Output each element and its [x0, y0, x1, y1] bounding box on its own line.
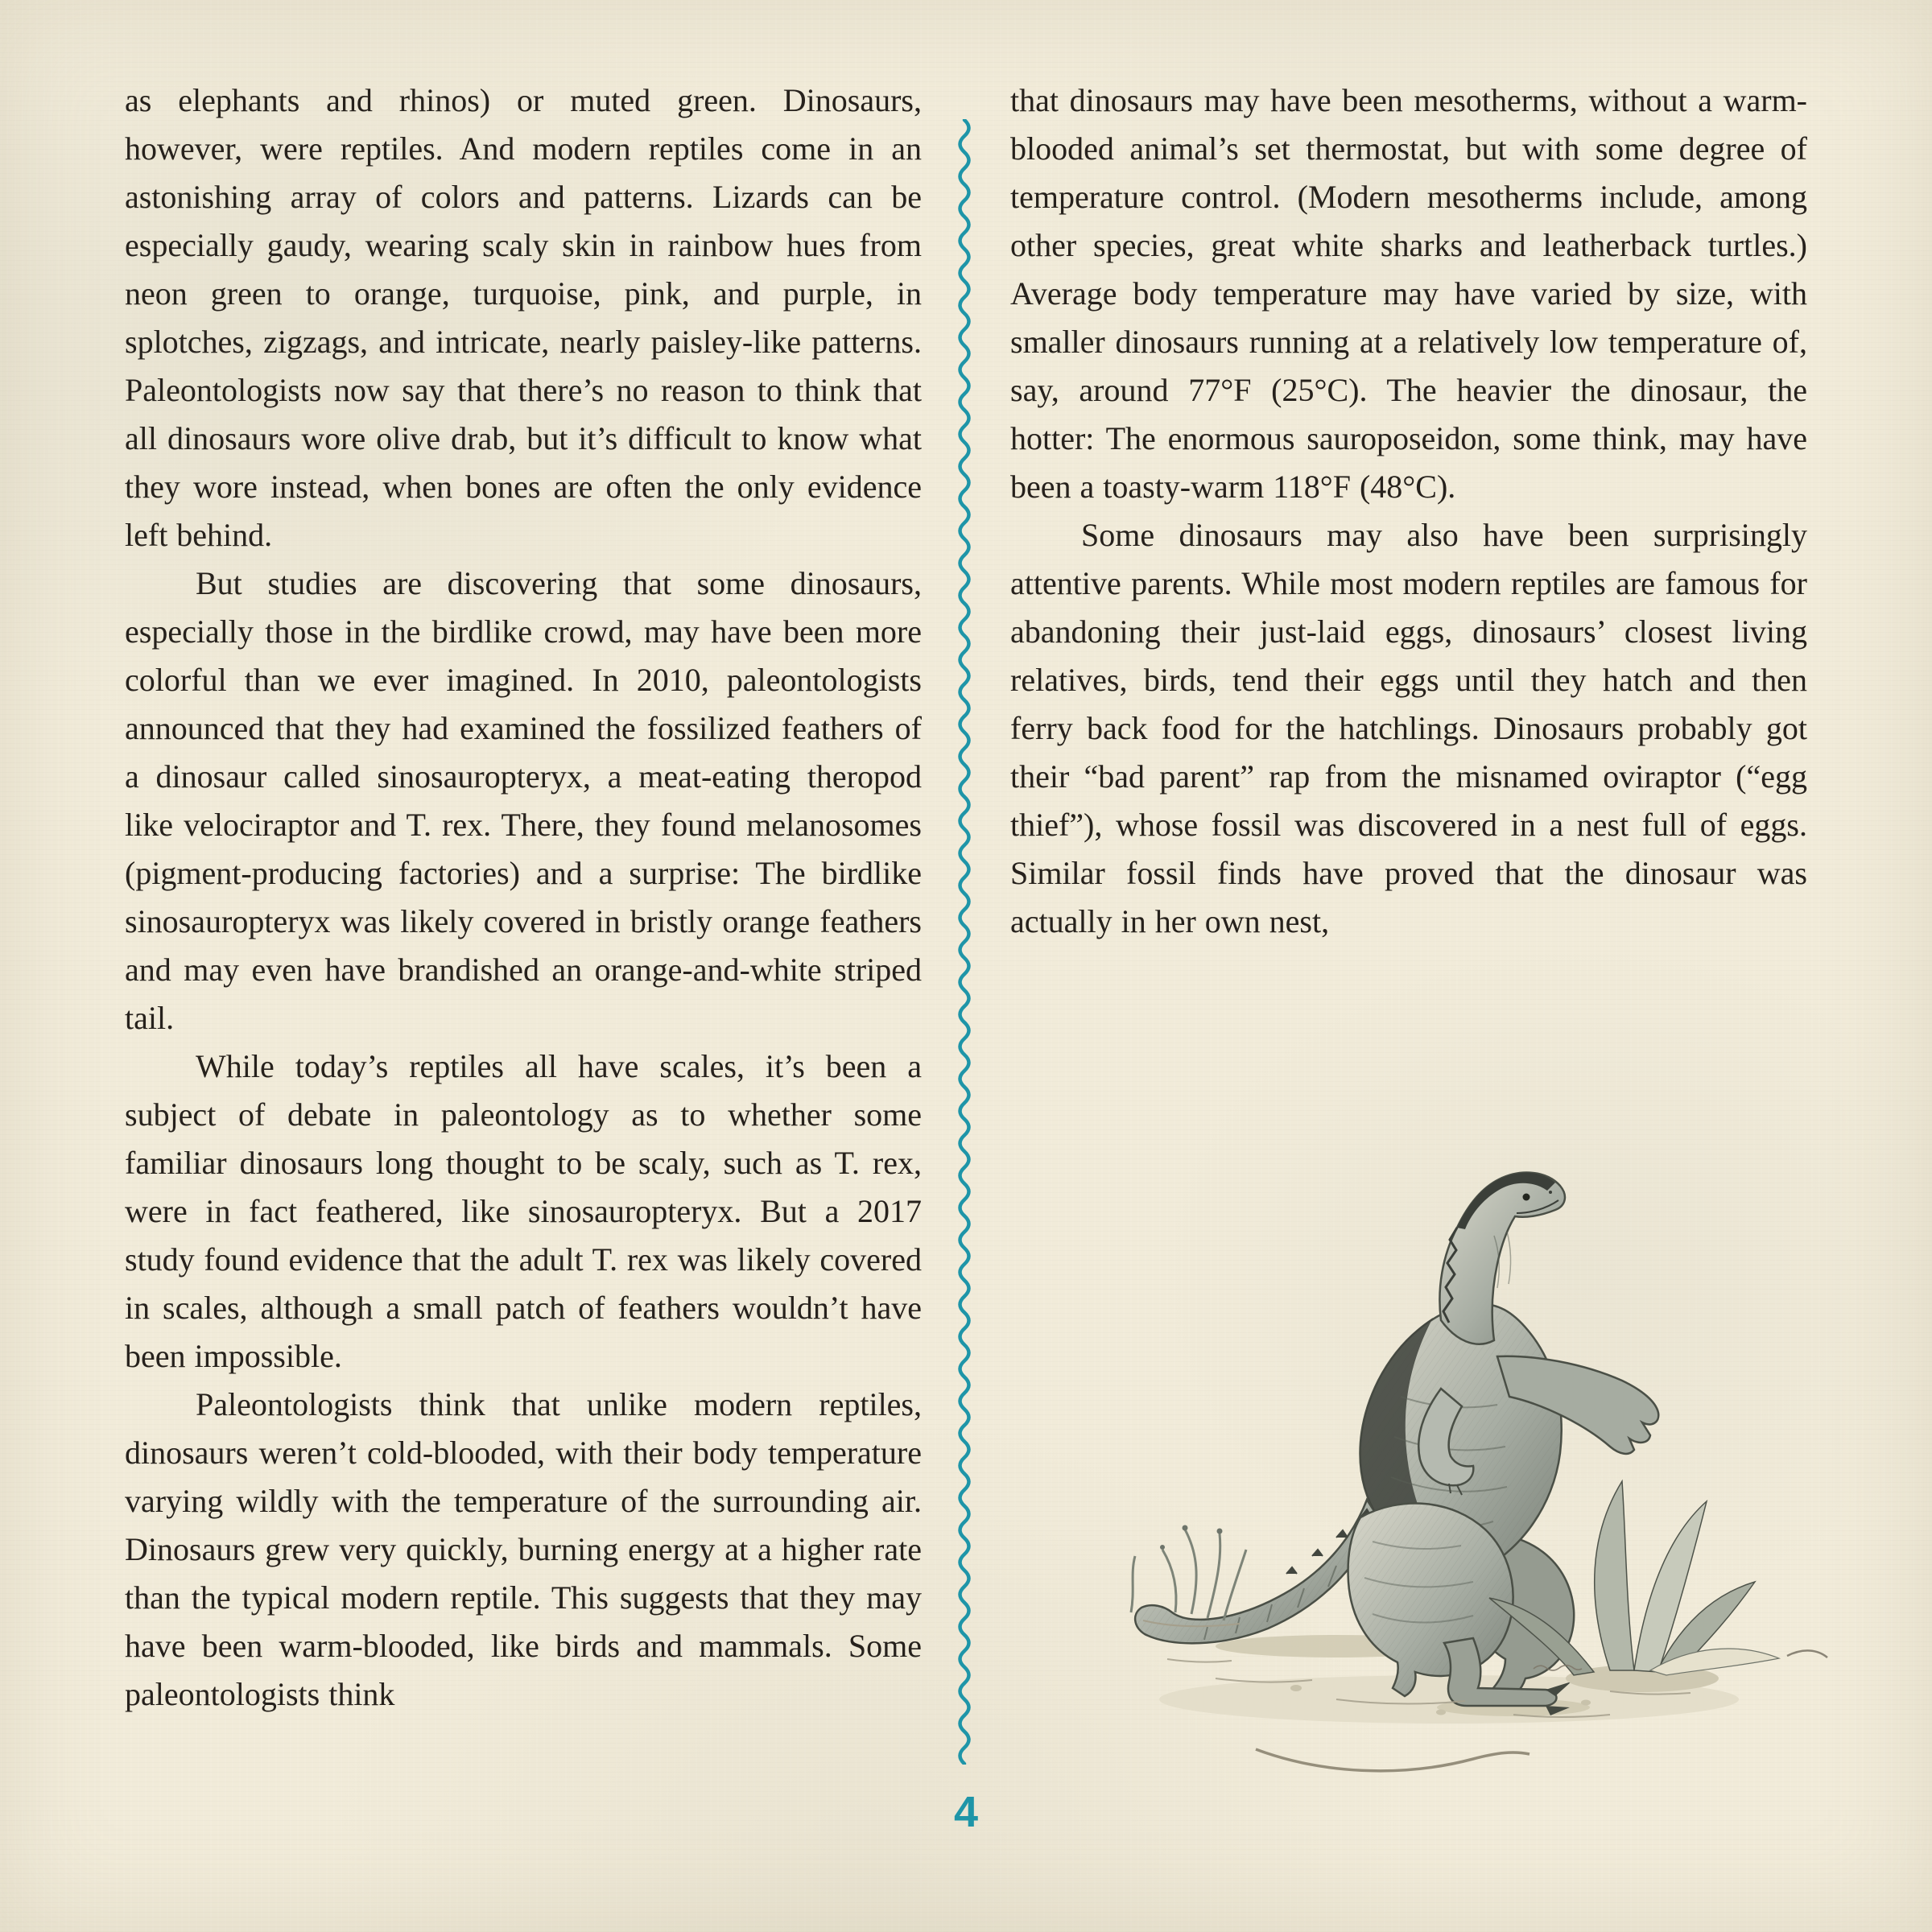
paragraph-left-3: While today’s reptiles all have scales, it’s been a subject of debate in paleontology as to whether some familiar dinosaurs long thought to be scaly, such as T. rex, were in fact feathered, like sinosauropteryx. But a 2017 study found evidence that the adult T. rex was likely covered in scales, although a small patch of feathers wouldn’t have been impossible.: [125, 1048, 922, 1374]
column-divider-wavy-line: [950, 119, 979, 1765]
dinosaur-eye: [1523, 1194, 1530, 1201]
ground-track-line: [1256, 1749, 1530, 1771]
dinosaur-illustration: [1095, 1115, 1835, 1795]
paragraph-right-1: that dinosaurs may have been mesotherms, without a warm-blooded animal’s set thermostat, but with some degree of temperature control. (Modern mesotherms include, among other species, great white sharks and leatherback turtles.) Average body temperature may have varied by size, with smaller dinosaurs running at a relatively low temperature of, say, around 77°F (25°C). The heavier the dinosaur, the hotter: The enormous sauroposeidon, some think, may have been a toasty-warm 118°F (48°C).: [1010, 82, 1807, 505]
paragraph-left-2: But studies are discovering that some dinosaurs, especially those in the birdlike crowd, may have been more colorful than we ever imagined. In 2010, paleontologists announced that they had examined the fossilized feathers of a dinosaur called sinosauropteryx, a meat-eating theropod like velociraptor and T. rex. There, they found melanosomes (pigment-producing factories) and a surprise: The birdlike sinosauropteryx was likely covered in bristly orange feathers and may even have brandished an orange-and-white striped tail.: [125, 565, 922, 1036]
paragraph-left-4: Paleontologists think that unlike modern reptiles, dinosaurs weren’t cold-blooded, with their body temperature varying wildly with the temperature of the surrounding air. Dinosaurs grew very quickly, burning energy at a higher rate than the typical modern reptile. This suggests that they may have been warm-blooded, like birds and mammals. Some paleontologists think: [125, 1386, 922, 1712]
paragraph-right-2: Some dinosaurs may also have been surprisingly attentive parents. While most modern reptiles are famous for abandoning their just-laid eggs, dinosaurs’ closest living relatives, birds, tend their eggs until they hatch and then ferry back food for the hatchlings. Dinosaurs probably got their “bad parent” rap from the misnamed oviraptor (“egg thief”), whose fossil was discovered in a nest full of eggs. Similar fossil finds have proved that the dinosaur was actually in her own nest,: [1010, 517, 1807, 939]
page-number: 4: [953, 1788, 979, 1836]
iguanodon-engraving: [1095, 1115, 1835, 1795]
left-column: [125, 76, 922, 1719]
paragraph-left-1: as elephants and rhinos) or muted green. Dinosaurs, however, were reptiles. And modern reptiles come in an astonishing array of colors and patterns. Lizards can be especially gaudy, wearing scaly skin in rainbow hues from neon green to orange, turquoise, pink, and purple, in splotches, zigzags, and intricate, nearly paisley-like patterns. Paleontologists now say that there’s no reason to think that all dinosaurs wore olive drab, but it’s difficult to know what they wore instead, when bones are often the only evidence left behind.: [125, 82, 922, 553]
right-column: [1010, 76, 1807, 946]
